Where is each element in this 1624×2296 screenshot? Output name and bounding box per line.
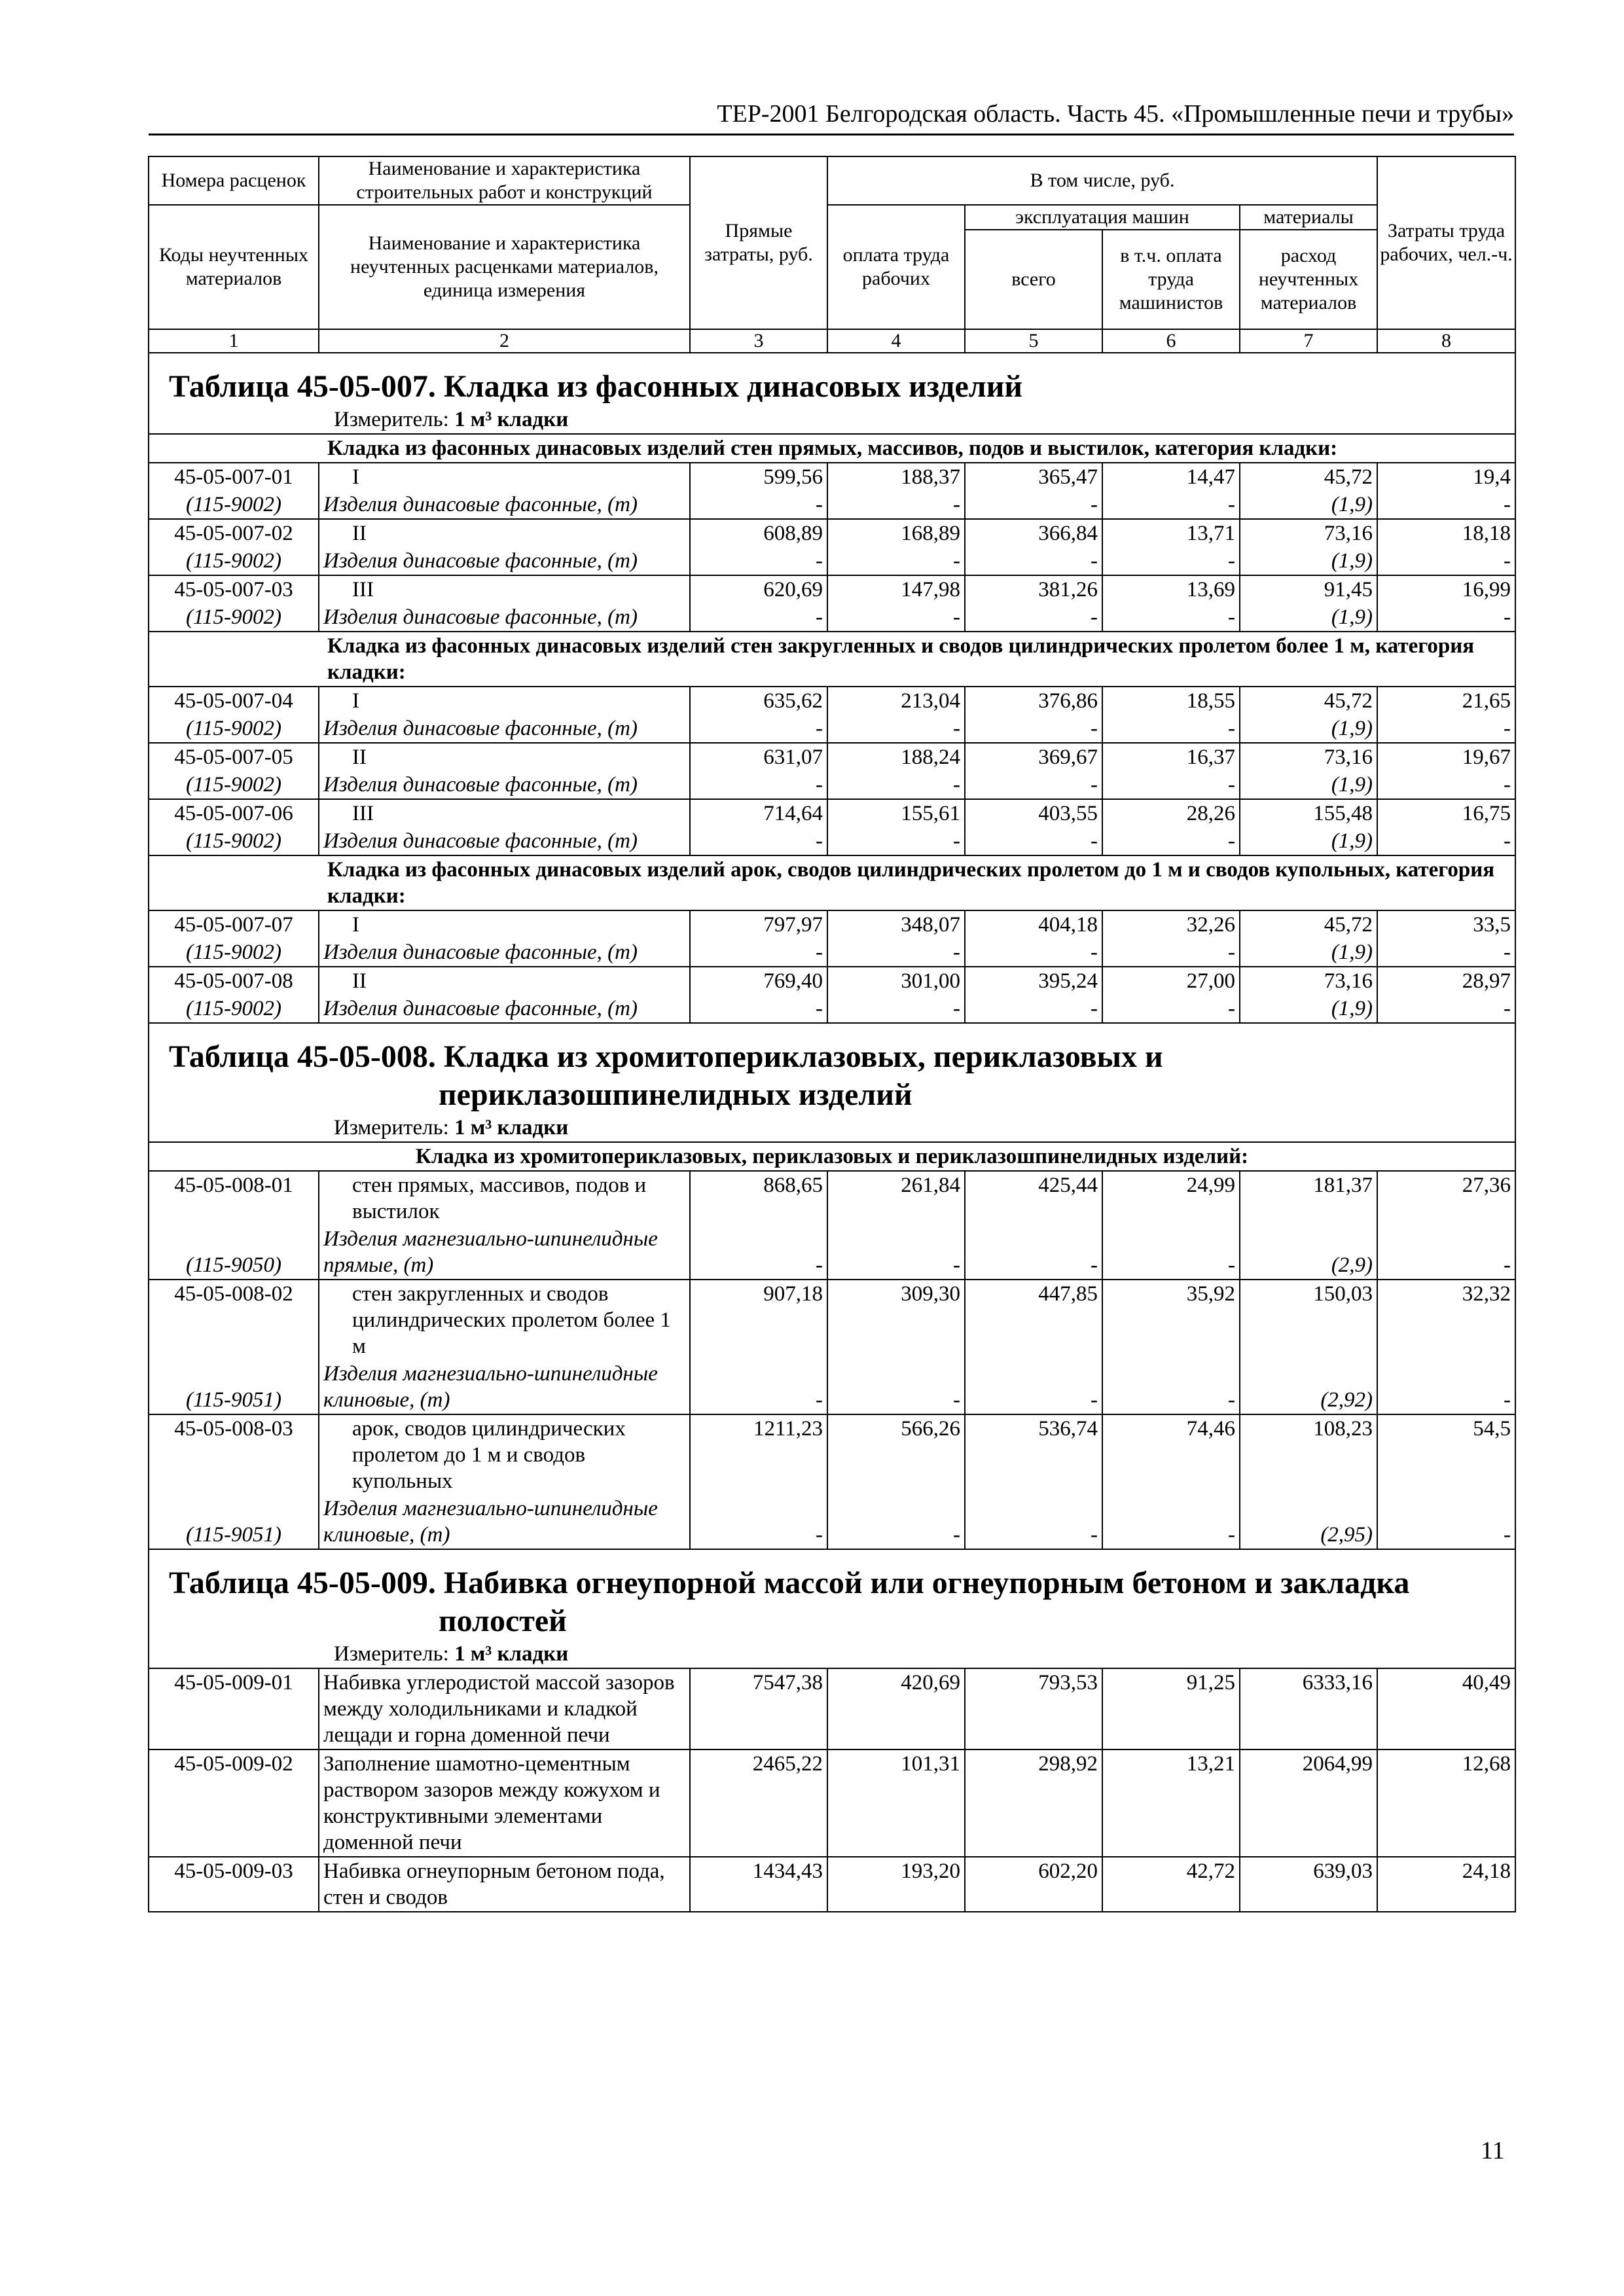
col-number: 4 bbox=[827, 329, 965, 353]
table-title-row bbox=[149, 353, 1515, 434]
rate-code: 45-05-008-02 bbox=[149, 1280, 319, 1360]
dash-cell: - bbox=[690, 995, 827, 1023]
material-quantity: (2,95) bbox=[1240, 1495, 1377, 1549]
dash-cell: - bbox=[965, 939, 1102, 967]
material-name: Изделия динасовые фасонные, (т) bbox=[319, 995, 690, 1023]
material-row bbox=[149, 827, 1515, 855]
labor-hours-value: 24,18 bbox=[1377, 1857, 1515, 1912]
dash-cell: - bbox=[965, 995, 1102, 1023]
direct-costs-value: 797,97 bbox=[690, 910, 827, 939]
machine-cost-value: 365,47 bbox=[965, 463, 1102, 491]
col-worker-pay: оплата труда рабочих bbox=[827, 205, 965, 329]
machine-cost-value: 536,74 bbox=[965, 1414, 1102, 1495]
table-body bbox=[149, 156, 1515, 1912]
materials-value: 91,45 bbox=[1240, 575, 1377, 603]
direct-costs-value: 631,07 bbox=[690, 743, 827, 771]
col-unaccounted-name: Наименование и характеристика неучтенных расценками материалов, единица измерения bbox=[319, 205, 690, 329]
dash-cell: - bbox=[690, 715, 827, 743]
worker-pay-value: 348,07 bbox=[827, 910, 965, 939]
table-row bbox=[149, 575, 1515, 603]
dash-cell: - bbox=[690, 1495, 827, 1549]
dash-cell: - bbox=[1377, 491, 1515, 519]
col-number: 1 bbox=[149, 329, 319, 353]
worker-pay-value: 301,00 bbox=[827, 967, 965, 995]
direct-costs-value: 769,40 bbox=[690, 967, 827, 995]
operator-pay-value: 35,92 bbox=[1102, 1280, 1240, 1360]
dash-cell: - bbox=[827, 1225, 965, 1280]
col-number: 5 bbox=[965, 329, 1102, 353]
machine-cost-value: 369,67 bbox=[965, 743, 1102, 771]
labor-hours-value: 33,5 bbox=[1377, 910, 1515, 939]
dash-cell: - bbox=[827, 547, 965, 575]
material-quantity: (1,9) bbox=[1240, 603, 1377, 632]
rates-table bbox=[148, 156, 1516, 1912]
material-code: (115-9050) bbox=[149, 1225, 319, 1280]
material-name: Изделия динасовые фасонные, (т) bbox=[319, 827, 690, 855]
col-including: В том числе, руб. bbox=[827, 156, 1377, 205]
labor-hours-value: 54,5 bbox=[1377, 1414, 1515, 1495]
dash-cell: - bbox=[1377, 827, 1515, 855]
materials-value: 108,23 bbox=[1240, 1414, 1377, 1495]
rate-name: стен прямых, массивов, подов и выстилок bbox=[319, 1171, 690, 1225]
material-code: (115-9002) bbox=[149, 603, 319, 632]
material-row bbox=[149, 939, 1515, 967]
worker-pay-value: 168,89 bbox=[827, 519, 965, 547]
rate-name: Заполнение шамотно-цементным раствором зазоров между кожухом и конструктивными элементами доменной печи bbox=[319, 1749, 690, 1857]
table-title-row bbox=[149, 1023, 1515, 1142]
col-operator-pay: в т.ч. оплата труда машинистов bbox=[1102, 230, 1240, 329]
col-number: 3 bbox=[690, 329, 827, 353]
table-row bbox=[149, 463, 1515, 491]
worker-pay-value: 420,69 bbox=[827, 1668, 965, 1749]
material-code: (115-9002) bbox=[149, 547, 319, 575]
measure-label: Измеритель: bbox=[334, 408, 449, 431]
dash-cell: - bbox=[1102, 827, 1240, 855]
col-unaccounted-consumption: расход неучтенных материалов bbox=[1240, 230, 1377, 329]
dash-cell: - bbox=[827, 827, 965, 855]
measure-unit bbox=[169, 406, 1515, 433]
operator-pay-value: 28,26 bbox=[1102, 799, 1240, 827]
machine-cost-value: 425,44 bbox=[965, 1171, 1102, 1225]
dash-cell: - bbox=[965, 1225, 1102, 1280]
dash-cell: - bbox=[965, 491, 1102, 519]
rate-code: 45-05-007-01 bbox=[149, 463, 319, 491]
direct-costs-value: 1434,43 bbox=[690, 1857, 827, 1912]
group-heading-row bbox=[149, 1142, 1515, 1171]
dash-cell: - bbox=[827, 715, 965, 743]
table-row bbox=[149, 1668, 1515, 1749]
materials-value: 155,48 bbox=[1240, 799, 1377, 827]
column-numbers-row bbox=[149, 329, 1515, 353]
rate-code: 45-05-007-08 bbox=[149, 967, 319, 995]
table-row bbox=[149, 687, 1515, 715]
direct-costs-value: 608,89 bbox=[690, 519, 827, 547]
machine-cost-value: 298,92 bbox=[965, 1749, 1102, 1857]
direct-costs-value: 714,64 bbox=[690, 799, 827, 827]
table-row bbox=[149, 799, 1515, 827]
rate-name: III bbox=[319, 799, 690, 827]
material-row bbox=[149, 603, 1515, 632]
dash-cell: - bbox=[690, 771, 827, 799]
material-code: (115-9002) bbox=[149, 939, 319, 967]
rate-code: 45-05-007-06 bbox=[149, 799, 319, 827]
dash-cell: - bbox=[827, 771, 965, 799]
dash-cell: - bbox=[1102, 939, 1240, 967]
col-number: 7 bbox=[1240, 329, 1377, 353]
materials-value: 6333,16 bbox=[1240, 1668, 1377, 1749]
group-heading: Кладка из фасонных динасовых изделий стен закругленных и сводов цилиндрических пролетом более 1 м, категория кладки: bbox=[149, 632, 1515, 687]
dash-cell: - bbox=[690, 1360, 827, 1414]
dash-cell: - bbox=[965, 603, 1102, 632]
dash-cell: - bbox=[690, 1225, 827, 1280]
material-quantity: (1,9) bbox=[1240, 827, 1377, 855]
direct-costs-value: 868,65 bbox=[690, 1171, 827, 1225]
worker-pay-value: 147,98 bbox=[827, 575, 965, 603]
rate-name: II bbox=[319, 519, 690, 547]
table-row bbox=[149, 1414, 1515, 1495]
labor-hours-value: 19,67 bbox=[1377, 743, 1515, 771]
direct-costs-value: 620,69 bbox=[690, 575, 827, 603]
dash-cell: - bbox=[1102, 995, 1240, 1023]
machine-cost-value: 447,85 bbox=[965, 1280, 1102, 1360]
rate-name: I bbox=[319, 910, 690, 939]
measure-unit bbox=[169, 1114, 1515, 1141]
group-heading-row bbox=[149, 855, 1515, 910]
measure-label: Измеритель: bbox=[334, 1116, 449, 1139]
material-name: Изделия динасовые фасонные, (т) bbox=[319, 603, 690, 632]
rate-code: 45-05-007-05 bbox=[149, 743, 319, 771]
group-heading: Кладка из фасонных динасовых изделий стен прямых, массивов, подов и выстилок, категория кладки: bbox=[149, 434, 1515, 463]
dash-cell: - bbox=[965, 547, 1102, 575]
measure-value: 1 м³ кладки bbox=[454, 1642, 569, 1666]
dash-cell: - bbox=[690, 547, 827, 575]
rate-code: 45-05-007-02 bbox=[149, 519, 319, 547]
labor-hours-value: 18,18 bbox=[1377, 519, 1515, 547]
operator-pay-value: 16,37 bbox=[1102, 743, 1240, 771]
table-row bbox=[149, 1857, 1515, 1912]
dash-cell: - bbox=[1102, 1495, 1240, 1549]
operator-pay-value: 42,72 bbox=[1102, 1857, 1240, 1912]
header-text: ТЕР-2001 Белгородская область. Часть 45. «Промышленные печи и трубы» bbox=[717, 100, 1514, 128]
material-quantity: (2,92) bbox=[1240, 1360, 1377, 1414]
dash-cell: - bbox=[827, 1360, 965, 1414]
direct-costs-value: 599,56 bbox=[690, 463, 827, 491]
table-title: Таблица 45-05-007. Кладка из фасонных динасовых изделий bbox=[169, 369, 1023, 404]
material-name: Изделия динасовые фасонные, (т) bbox=[319, 491, 690, 519]
col-materials: материалы bbox=[1240, 205, 1377, 230]
dash-cell: - bbox=[1377, 1495, 1515, 1549]
worker-pay-value: 188,24 bbox=[827, 743, 965, 771]
material-row bbox=[149, 1360, 1515, 1414]
col-machine-operation: эксплуатация машин bbox=[965, 205, 1240, 230]
materials-value: 45,72 bbox=[1240, 463, 1377, 491]
rate-code: 45-05-009-02 bbox=[149, 1749, 319, 1857]
table-title: Таблица 45-05-008. Кладка из хромитопериклазовых, периклазовых и bbox=[169, 1039, 1163, 1074]
col-number: 6 bbox=[1102, 329, 1240, 353]
material-name: Изделия динасовые фасонные, (т) bbox=[319, 547, 690, 575]
dash-cell: - bbox=[1102, 1225, 1240, 1280]
measure-unit bbox=[169, 1640, 1515, 1668]
dash-cell: - bbox=[827, 995, 965, 1023]
header-row-1 bbox=[149, 156, 1515, 205]
rate-name: I bbox=[319, 687, 690, 715]
dash-cell: - bbox=[1102, 603, 1240, 632]
operator-pay-value: 91,25 bbox=[1102, 1668, 1240, 1749]
dash-cell: - bbox=[690, 603, 827, 632]
material-row bbox=[149, 1225, 1515, 1280]
material-name: Изделия магнезиально-шпинелидные прямые, (т) bbox=[319, 1225, 690, 1280]
dash-cell: - bbox=[965, 1495, 1102, 1549]
material-row bbox=[149, 547, 1515, 575]
rate-name: арок, сводов цилиндрических пролетом до 1 м и сводов купольных bbox=[319, 1414, 690, 1495]
dash-cell: - bbox=[1377, 995, 1515, 1023]
material-name: Изделия магнезиально-шпинелидные клиновые, (т) bbox=[319, 1495, 690, 1549]
rate-code: 45-05-007-07 bbox=[149, 910, 319, 939]
dash-cell: - bbox=[965, 827, 1102, 855]
machine-cost-value: 366,84 bbox=[965, 519, 1102, 547]
material-quantity: (2,9) bbox=[1240, 1225, 1377, 1280]
machine-cost-value: 602,20 bbox=[965, 1857, 1102, 1912]
col-work-name: Наименование и характеристика строительных работ и конструкций bbox=[319, 156, 690, 205]
labor-hours-value: 16,75 bbox=[1377, 799, 1515, 827]
rate-code: 45-05-007-04 bbox=[149, 687, 319, 715]
material-quantity: (1,9) bbox=[1240, 995, 1377, 1023]
material-code: (115-9002) bbox=[149, 995, 319, 1023]
material-code: (115-9002) bbox=[149, 491, 319, 519]
dash-cell: - bbox=[1377, 603, 1515, 632]
running-header bbox=[149, 97, 1514, 135]
measure-value: 1 м³ кладки bbox=[454, 408, 569, 431]
dash-cell: - bbox=[1377, 715, 1515, 743]
materials-value: 2064,99 bbox=[1240, 1749, 1377, 1857]
direct-costs-value: 2465,22 bbox=[690, 1749, 827, 1857]
material-quantity: (1,9) bbox=[1240, 771, 1377, 799]
machine-cost-value: 381,26 bbox=[965, 575, 1102, 603]
col-number: 2 bbox=[319, 329, 690, 353]
operator-pay-value: 13,71 bbox=[1102, 519, 1240, 547]
dash-cell: - bbox=[1102, 1360, 1240, 1414]
material-name: Изделия динасовые фасонные, (т) bbox=[319, 939, 690, 967]
dash-cell: - bbox=[1377, 939, 1515, 967]
page-number: 11 bbox=[1481, 2137, 1505, 2164]
labor-hours-value: 16,99 bbox=[1377, 575, 1515, 603]
material-code: (115-9051) bbox=[149, 1360, 319, 1414]
materials-value: 639,03 bbox=[1240, 1857, 1377, 1912]
dash-cell: - bbox=[1377, 1360, 1515, 1414]
materials-value: 150,03 bbox=[1240, 1280, 1377, 1360]
rate-name: Набивка огнеупорным бетоном пода, стен и сводов bbox=[319, 1857, 690, 1912]
machine-cost-value: 376,86 bbox=[965, 687, 1102, 715]
operator-pay-value: 24,99 bbox=[1102, 1171, 1240, 1225]
col-total: всего bbox=[965, 230, 1102, 329]
rate-code: 45-05-009-03 bbox=[149, 1857, 319, 1912]
machine-cost-value: 403,55 bbox=[965, 799, 1102, 827]
col-labor-costs: Затраты труда рабочих, чел.-ч. bbox=[1377, 156, 1515, 329]
labor-hours-value: 28,97 bbox=[1377, 967, 1515, 995]
table-title-cell bbox=[149, 1549, 1515, 1668]
measure-value: 1 м³ кладки bbox=[454, 1116, 569, 1139]
worker-pay-value: 188,37 bbox=[827, 463, 965, 491]
material-code: (115-9051) bbox=[149, 1495, 319, 1549]
operator-pay-value: 13,21 bbox=[1102, 1749, 1240, 1857]
dash-cell: - bbox=[827, 939, 965, 967]
operator-pay-value: 27,00 bbox=[1102, 967, 1240, 995]
col-direct-costs: Прямые затраты, руб. bbox=[690, 156, 827, 329]
dash-cell: - bbox=[827, 491, 965, 519]
rate-code: 45-05-008-03 bbox=[149, 1414, 319, 1495]
table-row bbox=[149, 1749, 1515, 1857]
rate-code: 45-05-008-01 bbox=[149, 1171, 319, 1225]
materials-value: 181,37 bbox=[1240, 1171, 1377, 1225]
table-row bbox=[149, 1171, 1515, 1225]
material-quantity: (1,9) bbox=[1240, 715, 1377, 743]
header-row-2 bbox=[149, 205, 1515, 230]
worker-pay-value: 309,30 bbox=[827, 1280, 965, 1360]
material-row bbox=[149, 995, 1515, 1023]
table-title-cell bbox=[149, 353, 1515, 434]
rate-name: стен закругленных и сводов цилиндрических пролетом более 1 м bbox=[319, 1280, 690, 1360]
machine-cost-value: 395,24 bbox=[965, 967, 1102, 995]
direct-costs-value: 635,62 bbox=[690, 687, 827, 715]
dash-cell: - bbox=[1102, 491, 1240, 519]
worker-pay-value: 101,31 bbox=[827, 1749, 965, 1857]
dash-cell: - bbox=[1102, 715, 1240, 743]
table-row bbox=[149, 743, 1515, 771]
labor-hours-value: 12,68 bbox=[1377, 1749, 1515, 1857]
table-row bbox=[149, 967, 1515, 995]
material-name: Изделия магнезиально-шпинелидные клиновые, (т) bbox=[319, 1360, 690, 1414]
group-heading: Кладка из фасонных динасовых изделий арок, сводов цилиндрических пролетом до 1 м и сводов купольных, категория кладки: bbox=[149, 855, 1515, 910]
labor-hours-value: 27,36 bbox=[1377, 1171, 1515, 1225]
table-title: Таблица 45-05-009. Набивка огнеупорной массой или огнеупорным бетоном и закладка bbox=[169, 1566, 1410, 1600]
dash-cell: - bbox=[1102, 547, 1240, 575]
labor-hours-value: 19,4 bbox=[1377, 463, 1515, 491]
group-heading-row bbox=[149, 632, 1515, 687]
operator-pay-value: 14,47 bbox=[1102, 463, 1240, 491]
materials-value: 73,16 bbox=[1240, 519, 1377, 547]
group-heading: Кладка из хромитопериклазовых, периклазовых и периклазошпинелидных изделий: bbox=[149, 1142, 1515, 1171]
operator-pay-value: 32,26 bbox=[1102, 910, 1240, 939]
material-name: Изделия динасовые фасонные, (т) bbox=[319, 715, 690, 743]
rate-name: III bbox=[319, 575, 690, 603]
table-row bbox=[149, 1280, 1515, 1360]
material-code: (115-9002) bbox=[149, 715, 319, 743]
rate-code: 45-05-009-01 bbox=[149, 1668, 319, 1749]
material-row bbox=[149, 715, 1515, 743]
direct-costs-value: 7547,38 bbox=[690, 1668, 827, 1749]
material-row bbox=[149, 491, 1515, 519]
materials-value: 73,16 bbox=[1240, 967, 1377, 995]
measure-label: Измеритель: bbox=[334, 1642, 449, 1666]
dash-cell: - bbox=[965, 771, 1102, 799]
dash-cell: - bbox=[1377, 771, 1515, 799]
dash-cell: - bbox=[827, 1495, 965, 1549]
material-quantity: (1,9) bbox=[1240, 491, 1377, 519]
machine-cost-value: 404,18 bbox=[965, 910, 1102, 939]
dash-cell: - bbox=[690, 939, 827, 967]
rate-name: I bbox=[319, 463, 690, 491]
worker-pay-value: 193,20 bbox=[827, 1857, 965, 1912]
material-quantity: (1,9) bbox=[1240, 547, 1377, 575]
worker-pay-value: 566,26 bbox=[827, 1414, 965, 1495]
dash-cell: - bbox=[965, 715, 1102, 743]
material-code: (115-9002) bbox=[149, 827, 319, 855]
dash-cell: - bbox=[1102, 771, 1240, 799]
group-heading-row bbox=[149, 434, 1515, 463]
dash-cell: - bbox=[827, 603, 965, 632]
direct-costs-value: 907,18 bbox=[690, 1280, 827, 1360]
worker-pay-value: 155,61 bbox=[827, 799, 965, 827]
worker-pay-value: 213,04 bbox=[827, 687, 965, 715]
dash-cell: - bbox=[1377, 1225, 1515, 1280]
dash-cell: - bbox=[1377, 547, 1515, 575]
materials-value: 45,72 bbox=[1240, 687, 1377, 715]
material-name: Изделия динасовые фасонные, (т) bbox=[319, 771, 690, 799]
rate-name: II bbox=[319, 967, 690, 995]
labor-hours-value: 32,32 bbox=[1377, 1280, 1515, 1360]
materials-value: 73,16 bbox=[1240, 743, 1377, 771]
material-row bbox=[149, 771, 1515, 799]
rate-name: Набивка углеродистой массой зазоров между холодильниками и кладкой лещади и горна доменной печи bbox=[319, 1668, 690, 1749]
operator-pay-value: 18,55 bbox=[1102, 687, 1240, 715]
table-row bbox=[149, 519, 1515, 547]
worker-pay-value: 261,84 bbox=[827, 1171, 965, 1225]
dash-cell: - bbox=[690, 491, 827, 519]
rate-name: II bbox=[319, 743, 690, 771]
dash-cell: - bbox=[690, 827, 827, 855]
table-title-cell bbox=[149, 1023, 1515, 1142]
labor-hours-value: 40,49 bbox=[1377, 1668, 1515, 1749]
operator-pay-value: 13,69 bbox=[1102, 575, 1240, 603]
direct-costs-value: 1211,23 bbox=[690, 1414, 827, 1495]
table-title-continued: полостей bbox=[439, 1604, 567, 1638]
dash-cell: - bbox=[965, 1360, 1102, 1414]
labor-hours-value: 21,65 bbox=[1377, 687, 1515, 715]
machine-cost-value: 793,53 bbox=[965, 1668, 1102, 1749]
material-row bbox=[149, 1495, 1515, 1549]
col-number: 8 bbox=[1377, 329, 1515, 353]
operator-pay-value: 74,46 bbox=[1102, 1414, 1240, 1495]
table-title-row bbox=[149, 1549, 1515, 1668]
col-codes: Коды неучтенных материалов bbox=[149, 205, 319, 329]
rate-code: 45-05-007-03 bbox=[149, 575, 319, 603]
table-row bbox=[149, 910, 1515, 939]
col-rate-numbers: Номера расценок bbox=[149, 156, 319, 205]
material-quantity: (1,9) bbox=[1240, 939, 1377, 967]
material-code: (115-9002) bbox=[149, 771, 319, 799]
table-title-continued: периклазошпинелидных изделий bbox=[439, 1077, 912, 1112]
materials-value: 45,72 bbox=[1240, 910, 1377, 939]
